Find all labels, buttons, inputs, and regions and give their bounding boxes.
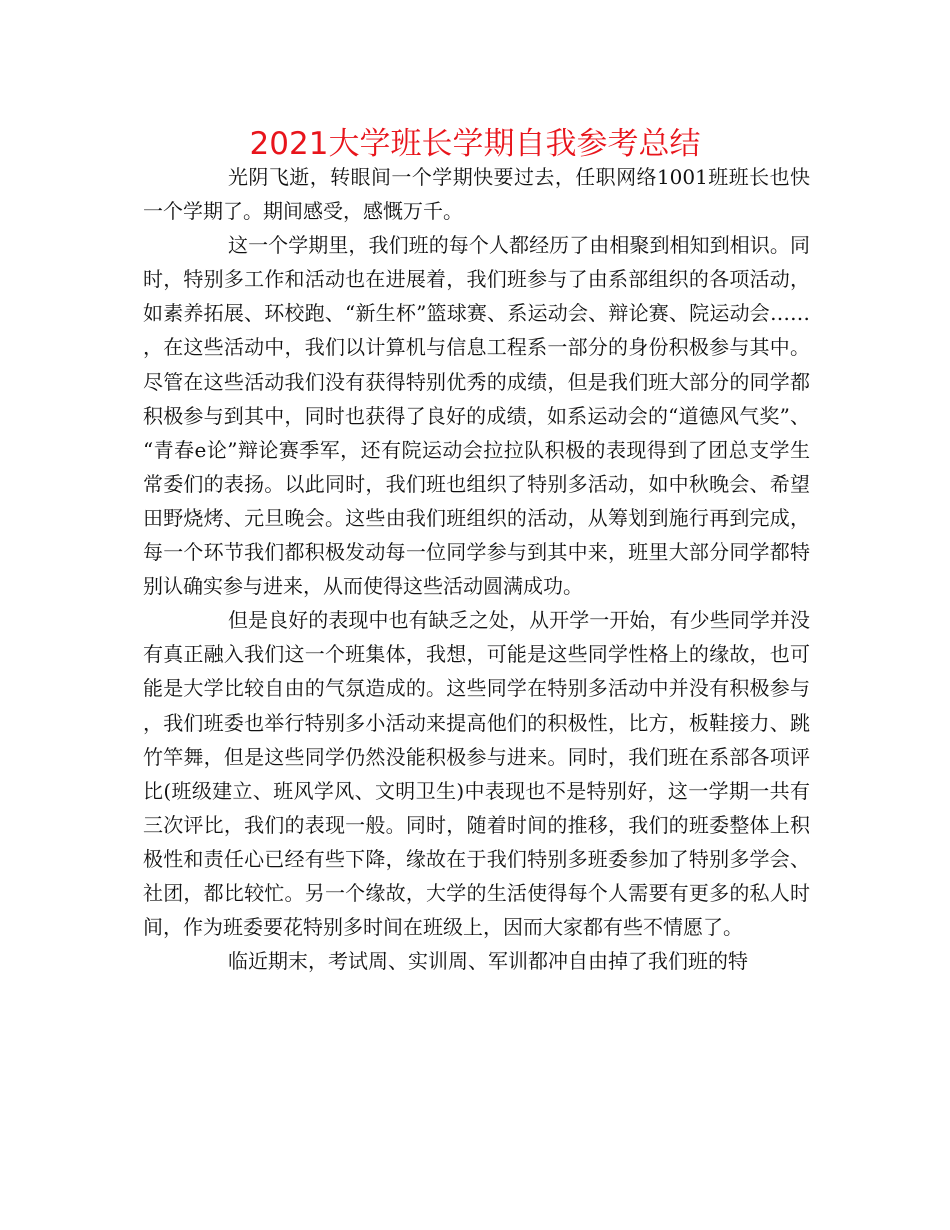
paragraph-3: 但是良好的表现中也有缺乏之处，从开学一开始，有少些同学并没有真正融入我们这一个班集体，我想，可能是这些同学性格上的缘故，也可能是大学比较自由的气氛造成的。这些同学在特别多活动中并没有积极参与，我们班委也举行特别多小活动来提高他们的积极性，比方，板鞋接力、跳竹竿舞，但是这些同学仍然没能积极参与进来。同时，我们班在系部各项评比(班级建立、班风学风、文明卫生)中表现也不是特别好，这一学期一共有三次评比，我们的表现一般。同时，随着时间的推移，我们的班委整体上积极性和责任心已经有些下降，缘故在于我们特别多班委参加了特别多学会、社团，都比较忙。另一个缘故，大学的生活使得每个人需要有更多的私人时间，作为班委要花特别多时间在班级上，因而大家都有些不情愿了。: [143, 608, 810, 940]
paragraph-2: 这一个学期里，我们班的每个人都经历了由相聚到相知到相识。同时，特别多工作和活动也在进展着，我们班参与了由系部组织的各项活动，如素养拓展、环校跑、“新生杯”篮球赛、系运动会、辩论赛、院运动会……，在这些活动中，我们以计算机与信息工程系一部分的身份积极参与其中。尽管在这些活动我们没有获得特别优秀的成绩，但是我们班大部分的同学都积极参与到其中，同时也获得了良好的成绩，如系运动会的“道德风气奖”、“青春e论”辩论赛季军，还有院运动会拉拉队积极的表现得到了团总支学生常委们的表扬。以此同时，我们班也组织了特别多活动，如中秋晚会、希望田野烧烤、元旦晚会。这些由我们班组织的活动，从筹划到施行再到完成，每一个环节我们都积极发动每一位同学参与到其中来，班里大部分同学都特别认确实参与进来，从而使得这些活动圆满成功。: [143, 233, 810, 599]
paragraph-4: 临近期末，考试周、实训周、军训都冲自由掉了我们班的特: [228, 949, 748, 974]
document-title: 2021大学班长学期自我参考总结: [249, 126, 701, 162]
paragraph-1: 光阴飞逝，转眼间一个学期快要过去，任职网络1001班班长也快一个学期了。期间感受，感慨万千。: [143, 165, 810, 224]
document-body: [143, 160, 810, 978]
